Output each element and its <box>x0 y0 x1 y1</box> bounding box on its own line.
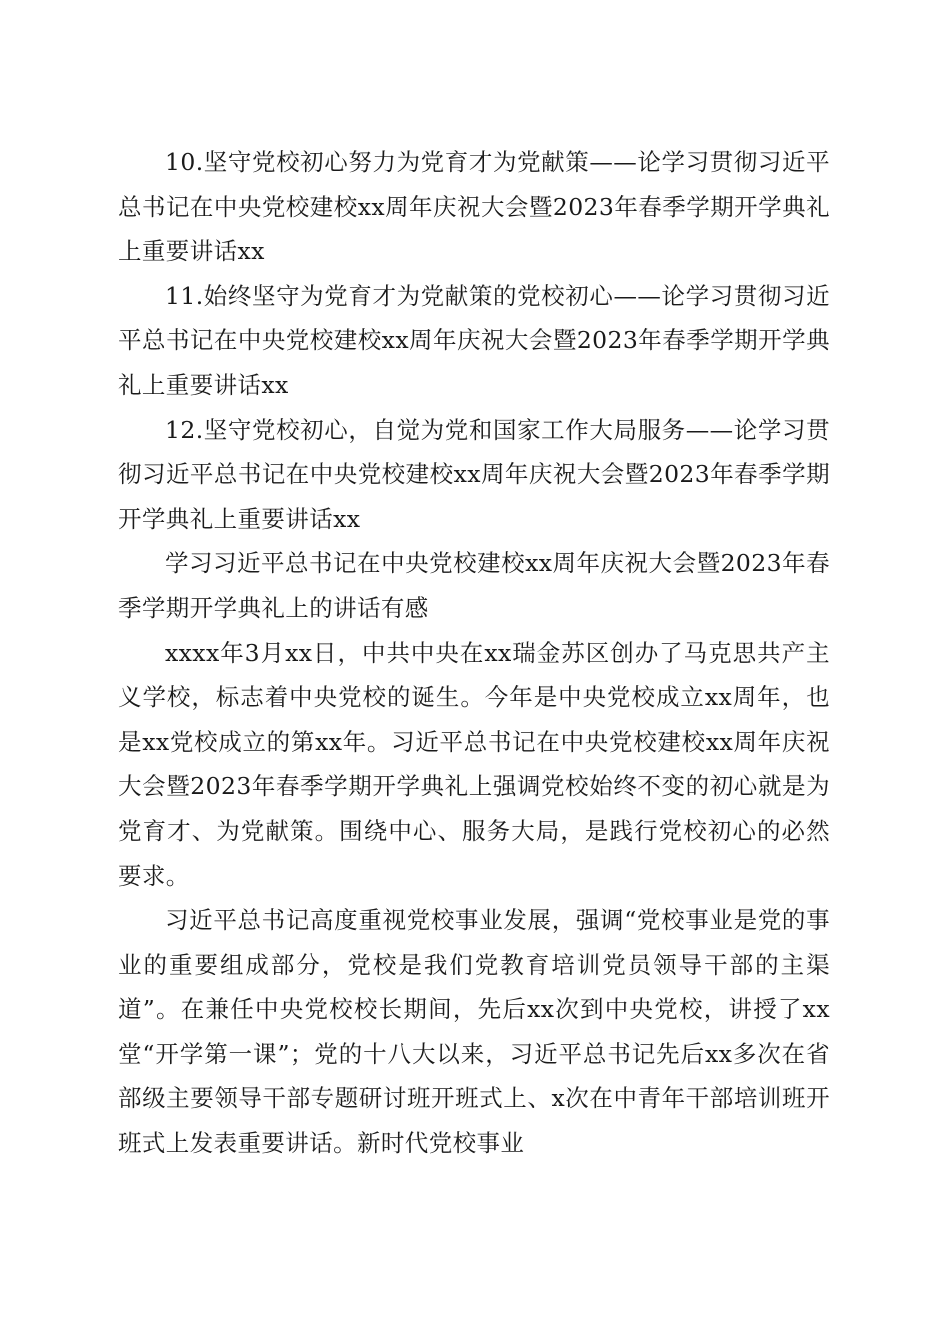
body-paragraph-1: xxxx年3月xx日，中共中央在xx瑞金苏区创办了马克思共产主义学校，标志着中央党校的诞生。今年是中央党校成立xx周年，也是xx党校成立的第xx年。习近平总书记在中央党校建校xx周年庆祝大会暨2023年春季学期开学典礼上强调党校始终不变的初心就是为党育才、为党献策。围绕中心、服务大局，是践行党校初心的必然要求。 <box>118 638 830 890</box>
list-item-11: 11.始终坚守为党育才为党献策的党校初心——论学习贯彻习近平总书记在中央党校建校xx周年庆祝大会暨2023年春季学期开学典礼上重要讲话xx <box>118 281 830 399</box>
document-body <box>118 140 830 1166</box>
list-item-10: 10.坚守党校初心努力为党育才为党献策——论学习贯彻习近平总书记在中央党校建校xx周年庆祝大会暨2023年春季学期开学典礼上重要讲话xx <box>118 148 830 266</box>
body-paragraph-2: 习近平总书记高度重视党校事业发展，强调“党校事业是党的事业的重要组成部分，党校是我们党教育培训党员领导干部的主渠道”。在兼任中央党校校长期间，先后xx次到中央党校，讲授了xx堂“开学第一课”；党的十八大以来，习近平总书记先后xx多次在省部级主要领导干部专题研讨班开班式上、x次在中青年干部培训班开班式上发表重要讲话。新时代党校事业 <box>118 906 830 1158</box>
article-title: 学习习近平总书记在中央党校建校xx周年庆祝大会暨2023年春季学期开学典礼上的讲话有感 <box>118 549 830 622</box>
list-item-12: 12.坚守党校初心，自觉为党和国家工作大局服务——论学习贯彻习近平总书记在中央党校建校xx周年庆祝大会暨2023年春季学期开学典礼上重要讲话xx <box>118 415 830 533</box>
